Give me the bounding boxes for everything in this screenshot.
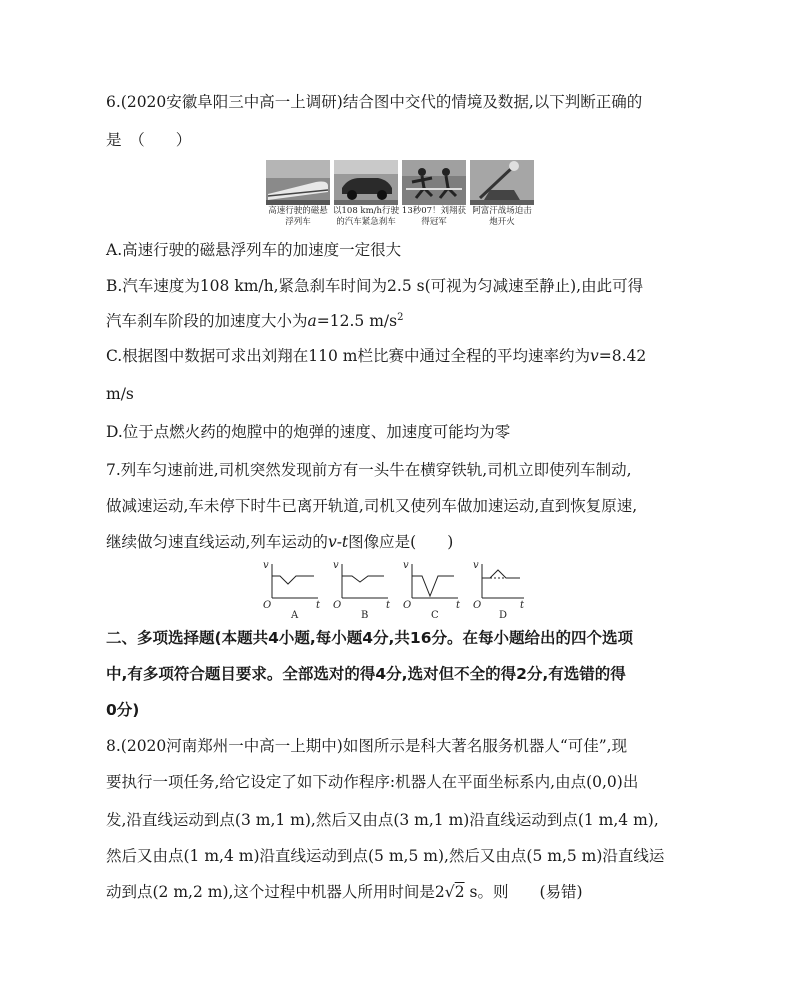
axis-v-label: v bbox=[403, 560, 409, 571]
text: C.根据图中数据可求出刘翔在110 m栏比赛中通过全程的平均速率约为 bbox=[106, 347, 590, 365]
graph-label-c: C bbox=[431, 610, 439, 620]
section2-heading-line1: 二、多项选择题(本题共4小题,每小题4分,共16分。在每小题给出的四个选项 bbox=[106, 629, 634, 647]
sqrt-symbol: √ bbox=[444, 883, 455, 901]
q6-stem-line1: 6.(2020安徽阜阳三中高一上调研)结合图中交代的情境及数据,以下判断正确的 bbox=[106, 93, 643, 111]
q6-option-b-line2 bbox=[106, 308, 403, 331]
origin-label: O bbox=[333, 600, 342, 611]
q6-option-c-line2: m/s bbox=[106, 385, 134, 403]
origin-label: O bbox=[263, 600, 272, 611]
q6-option-c-line1 bbox=[106, 346, 646, 366]
car-braking-photo bbox=[334, 160, 398, 205]
q7-stem-line3 bbox=[106, 532, 453, 552]
vt-graph-d bbox=[473, 560, 525, 620]
vt-graph-a bbox=[263, 560, 321, 620]
axis-t-label: t bbox=[316, 600, 321, 611]
maglev-train-photo bbox=[266, 160, 330, 205]
var-v: v bbox=[589, 347, 599, 365]
axis-v-label: v bbox=[473, 560, 479, 571]
artillery-firing-photo bbox=[470, 160, 534, 205]
q6-option-a: A.高速行驶的磁悬浮列车的加速度一定很大 bbox=[106, 241, 402, 259]
var-vt: v-t bbox=[327, 533, 349, 551]
graph-label-a: A bbox=[291, 610, 299, 620]
section2-heading-line2: 中,有多项符合题目要求。全部选对的得4分,选对但不全的得2分,有选错的得 bbox=[106, 665, 626, 683]
q6-option-b-line1: B.汽车速度为108 km/h,紧急刹车时间为2.5 s(可视为匀减速至静止),由此可得 bbox=[106, 277, 644, 295]
superscript: 2 bbox=[397, 312, 404, 323]
vt-graph-b bbox=[333, 560, 391, 620]
text: 动到点(2 m,2 m),这个过程中机器人所用时间是2 bbox=[106, 883, 445, 901]
axis-t-label: t bbox=[386, 600, 391, 611]
q8-stem-line1: 8.(2020河南郑州一中高一上期中)如图所示是科大著名服务机器人“可佳”,现 bbox=[106, 737, 628, 755]
q7-stem-line2: 做减速运动,车未停下时牛已离开轨道,司机又使列车做加速运动,直到恢复原速, bbox=[106, 497, 638, 515]
hurdles-runner-photo bbox=[402, 160, 466, 205]
text: 继续做匀速直线运动,列车运动的 bbox=[106, 533, 328, 551]
var-a: a bbox=[307, 312, 317, 331]
photo-caption: 13秒07！刘翔获得冠军 bbox=[401, 206, 467, 227]
origin-label: O bbox=[403, 600, 412, 611]
text: 图像应是( ) bbox=[348, 533, 454, 551]
q6-option-d: D.位于点燃火药的炮膛中的炮弹的速度、加速度可能均为零 bbox=[106, 423, 511, 441]
text: s。则 (易错) bbox=[464, 883, 583, 901]
photo-caption: 阿富汗战场迫击炮开火 bbox=[472, 206, 532, 227]
section2-heading-line3: 0分) bbox=[106, 701, 140, 719]
origin-label: O bbox=[473, 600, 482, 611]
text: =12.5 m/s bbox=[316, 312, 398, 331]
graph-label-d: D bbox=[499, 610, 508, 620]
q8-stem-line5 bbox=[106, 882, 583, 902]
photo-caption: 高速行驶的磁悬浮列车 bbox=[268, 206, 328, 227]
q6-photo-strip bbox=[266, 160, 534, 230]
graph-label-b: B bbox=[361, 610, 369, 620]
sqrt-radicand: 2 bbox=[454, 883, 465, 901]
q6-stem-line2: 是 （ ） bbox=[106, 131, 192, 149]
axis-v-label: v bbox=[333, 560, 339, 571]
axis-v-label: v bbox=[263, 560, 269, 571]
vt-graph-c bbox=[403, 560, 461, 620]
q8-stem-line3: 发,沿直线运动到点(3 m,1 m),然后又由点(3 m,1 m)沿直线运动到点(1 m,4 m), bbox=[106, 811, 659, 829]
q7-stem-line1: 7.列车匀速前进,司机突然发现前方有一头牛在横穿铁轨,司机立即使列车制动, bbox=[106, 461, 632, 479]
axis-t-label: t bbox=[456, 600, 461, 611]
text: =8.42 bbox=[598, 347, 647, 365]
q7-vt-graphs bbox=[258, 556, 528, 620]
text: 汽车刹车阶段的加速度大小为 bbox=[106, 312, 308, 331]
q8-stem-line4: 然后又由点(1 m,4 m)沿直线运动到点(5 m,5 m),然后又由点(5 m,5 m)沿直线运 bbox=[106, 847, 665, 865]
axis-t-label: t bbox=[520, 600, 525, 611]
q8-stem-line2: 要执行一项任务,给它设定了如下动作程序:机器人在平面坐标系内,由点(0,0)出 bbox=[106, 773, 639, 791]
photo-caption: 以108 km/h行驶的汽车紧急刹车 bbox=[333, 206, 399, 227]
